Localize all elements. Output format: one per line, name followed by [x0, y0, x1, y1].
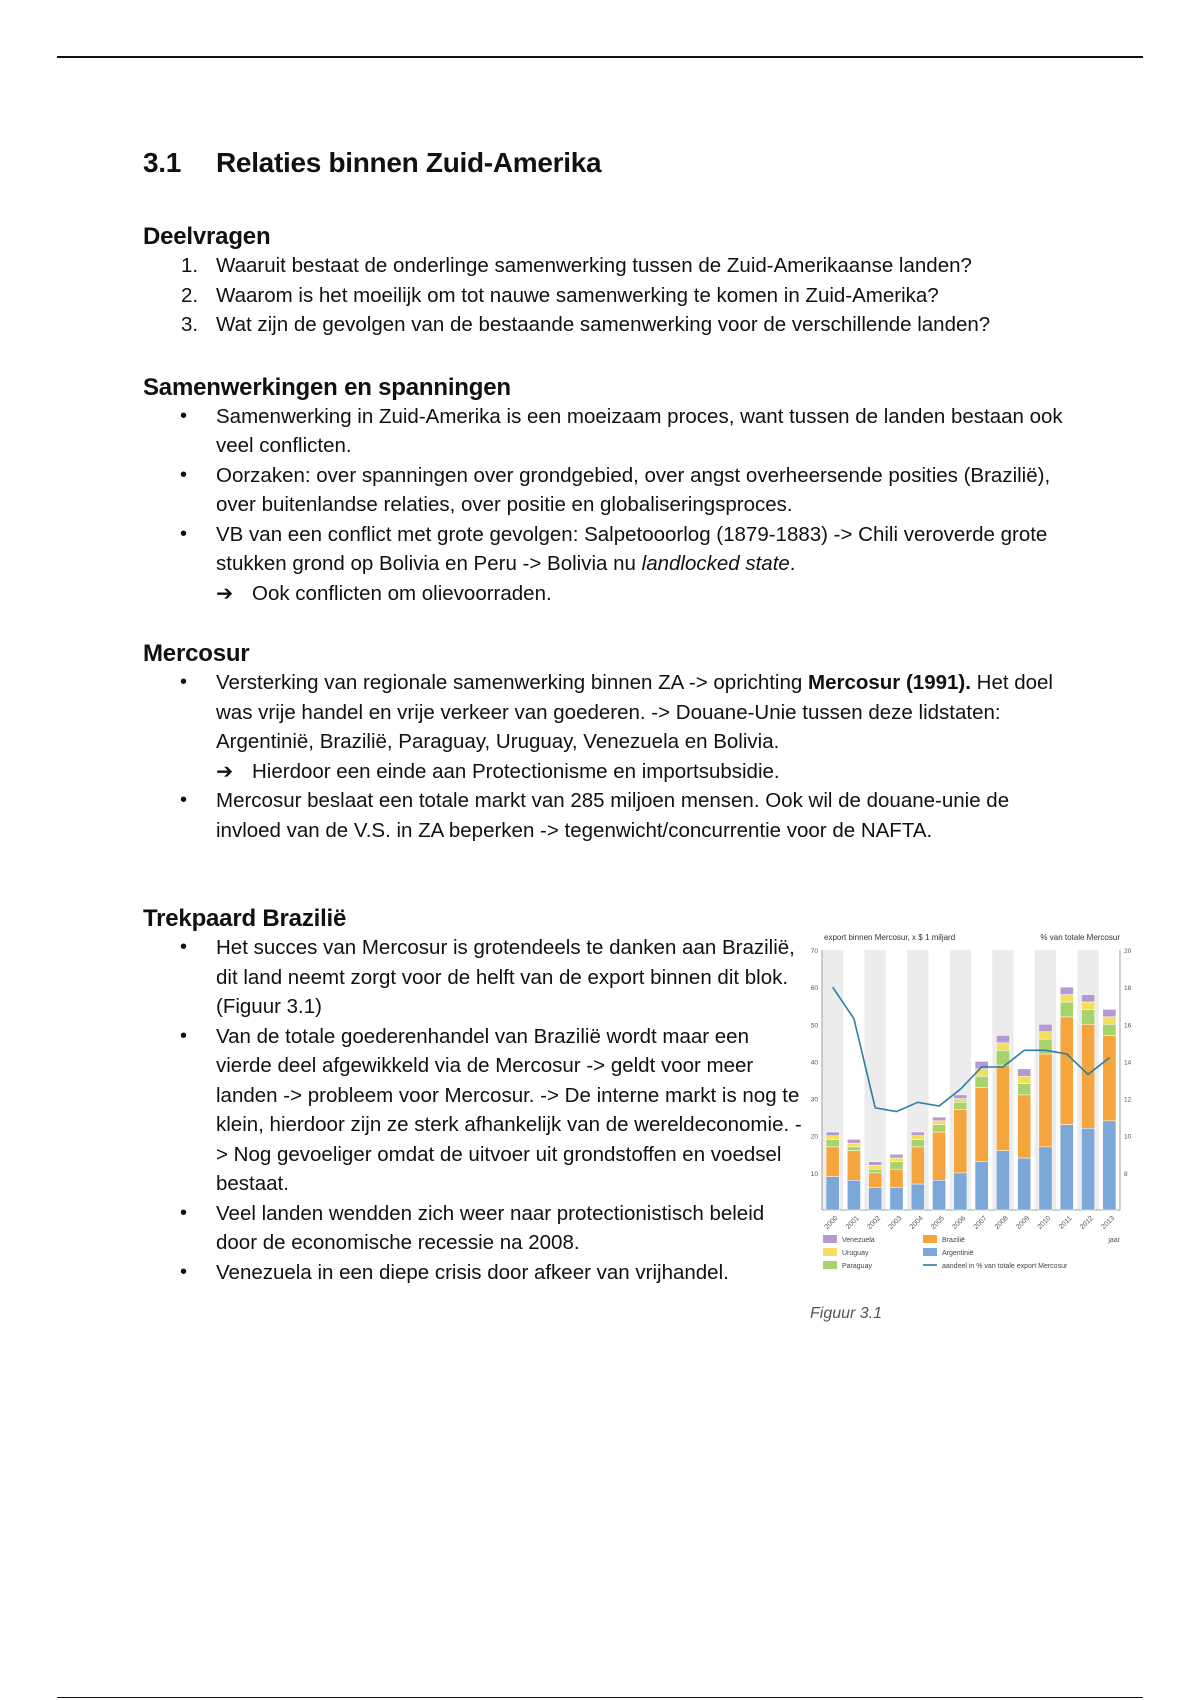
export-chart [805, 930, 1140, 1325]
bar-Argentinië [869, 1188, 882, 1210]
bar-Venezuela [1060, 987, 1073, 994]
bar-Uruguay [932, 1121, 945, 1125]
x-tick-label: 2009 [1015, 1214, 1032, 1231]
chart-svg [805, 930, 1140, 1305]
x-tick-label: 2011 [1057, 1215, 1074, 1231]
bar-Uruguay [1103, 1017, 1116, 1024]
bar-Brazilië [932, 1132, 945, 1180]
x-tick-label: 2012 [1079, 1214, 1095, 1231]
x-tick-label: 2008 [993, 1214, 1010, 1231]
y-tick-label: 60 [810, 985, 818, 993]
bar-Uruguay [954, 1099, 967, 1103]
y-tick-label: 20 [810, 1133, 818, 1141]
x-tick-label: 2002 [866, 1214, 883, 1231]
bar-Venezuela [911, 1132, 924, 1136]
bar-Brazilië [1018, 1095, 1031, 1158]
bar-Brazilië [1081, 1024, 1094, 1128]
list-item: • Mercosur beslaat een totale markt van 285 miljoen mensen. Ook wil de douane-unie de invloed van de V.S. in ZA beperken -> tegenwicht/concurrentie voor de NAFTA. [143, 786, 1063, 845]
legend-swatch [923, 1248, 937, 1256]
bar-Argentinië [1018, 1158, 1031, 1210]
x-tick-label: 2001 [844, 1214, 861, 1231]
y2-tick-label: 20 [1124, 948, 1132, 955]
bar-Venezuela [847, 1139, 860, 1143]
x-tick-label: 2007 [972, 1214, 989, 1231]
arrow-right-icon: ➔ [216, 581, 234, 605]
bar-Brazilië [826, 1147, 839, 1177]
bar-Brazilië [1103, 1035, 1116, 1120]
bar-Paraguay [847, 1147, 860, 1151]
chart-title-right: % van totale Mercosur [1040, 933, 1120, 942]
legend-swatch [823, 1235, 837, 1243]
bar-Paraguay [826, 1139, 839, 1146]
bar-Argentinië [975, 1162, 988, 1210]
bar-Argentinië [1103, 1121, 1116, 1210]
list-item: 2. Waarom is het moeilijk om tot nauwe samenwerking te komen in Zuid-Amerika? [181, 283, 939, 307]
arrow-note: ➔ Ook conflicten om olievoorraden. [143, 579, 1063, 609]
legend-label: aandeel in % van totale export Mercosur [942, 1263, 1068, 1270]
bar-Brazilië [975, 1087, 988, 1161]
bar-Uruguay [911, 1136, 924, 1140]
list-item: • Oorzaken: over spanningen over grondgebied, over angst overheersende posities (Brazilië), over buitenlandse relaties, over positie en globaliseringsproces. [143, 461, 1063, 520]
bar-Brazilië [847, 1151, 860, 1181]
list-item: • Veel landen wendden zich weer naar protectionistisch beleid door de economische recessie na 2008. [143, 1199, 803, 1258]
bar-Paraguay [890, 1162, 903, 1169]
section-title [143, 147, 1063, 179]
bar-Paraguay [954, 1102, 967, 1109]
bar-Argentinië [1060, 1125, 1073, 1210]
bar-Uruguay [890, 1158, 903, 1162]
x-tick-label: 2003 [887, 1214, 904, 1231]
bar-Venezuela [1103, 1009, 1116, 1016]
list-item: • Venezuela in een diepe crisis door afkeer van vrijhandel. [143, 1258, 803, 1288]
deelvragen-list [143, 251, 1063, 340]
bar-Venezuela [954, 1095, 967, 1099]
arrow-note: ➔ Hierdoor een einde aan Protectionisme en importsubsidie. [143, 757, 1063, 787]
bar-Uruguay [847, 1143, 860, 1147]
chart-title-left: export binnen Mercosur, x $ 1 miljard [824, 933, 956, 942]
bar-Argentinië [996, 1151, 1009, 1210]
bar-Paraguay [1103, 1024, 1116, 1035]
bar-Paraguay [1018, 1084, 1031, 1095]
bar-Paraguay [1060, 1002, 1073, 1017]
bar-Argentinië [847, 1180, 860, 1210]
bar-Brazilië [869, 1173, 882, 1188]
x-tick-label: 2013 [1100, 1214, 1117, 1231]
section-title-text: Relaties binnen Zuid-Amerika [216, 147, 602, 178]
bar-Uruguay [1060, 995, 1073, 1002]
bar-Venezuela [1081, 995, 1094, 1002]
trekpaard-list [143, 933, 803, 1287]
x-tick-label: 2004 [908, 1214, 925, 1231]
bar-Brazilië [1060, 1017, 1073, 1125]
list-item: • VB van een conflict met grote gevolgen: Salpetooorlog (1879-1883) -> Chili veroverde grote stukken grond op Bolivia en Peru -> Bolivia nu landlocked state. [143, 520, 1063, 579]
bar-Venezuela [869, 1162, 882, 1166]
bar-Venezuela [932, 1117, 945, 1121]
y2-tick-label: 10 [1124, 1133, 1132, 1141]
bar-Brazilië [954, 1110, 967, 1173]
legend-label: Venezuela [842, 1237, 875, 1244]
bar-Brazilië [911, 1147, 924, 1184]
bar-Argentinië [1039, 1147, 1052, 1210]
bar-Paraguay [932, 1125, 945, 1132]
bar-Argentinië [954, 1173, 967, 1210]
samenwerkingen-heading: Samenwerkingen en spanningen [143, 373, 511, 401]
bar-Brazilië [1039, 1054, 1052, 1147]
y2-tick-label: 8 [1124, 1170, 1128, 1178]
list-item: 3. Wat zijn de gevolgen van de bestaande samenwerking voor de verschillende landen? [181, 313, 991, 336]
x-tick-label: 2006 [951, 1214, 968, 1231]
y-tick-label: 40 [810, 1059, 818, 1067]
y-tick-label: 50 [810, 1022, 818, 1030]
bar-Uruguay [1039, 1032, 1052, 1039]
x-axis-label: jaar [1108, 1237, 1120, 1244]
bar-Argentinië [932, 1180, 945, 1210]
deelvragen-heading: Deelvragen [143, 223, 271, 250]
bar-Argentinië [890, 1188, 903, 1210]
y2-tick-label: 16 [1124, 1022, 1132, 1030]
trekpaard-heading: Trekpaard Brazilië [143, 905, 347, 932]
bar-Venezuela [890, 1154, 903, 1158]
bar-Venezuela [1018, 1069, 1031, 1076]
bar-Venezuela [996, 1035, 1009, 1042]
list-item: 1. Waaruit bestaat de onderlinge samenwerking tussen de Zuid-Amerikaanse landen? [181, 254, 972, 277]
legend-swatch [823, 1261, 837, 1269]
footer-rule [57, 1697, 1143, 1698]
figure-caption: Figuur 3.1 [810, 1305, 883, 1322]
bar-Brazilië [996, 1065, 1009, 1150]
section-number: 3.1 [143, 147, 182, 178]
bar-Uruguay [869, 1165, 882, 1169]
list-item: • Van de totale goederenhandel van Brazilië wordt maar een vierde deel afgewikkeld via de Mercosur -> geldt voor meer landen -> probleem voor Mercosur. -> De interne markt is nog te klein, hierdoor zijn ze sterk afhankelijk van de wereldeconomie. -> Nog gevoeliger omdat de uitvoer uit grondstoffen en voedsel bestaat. [143, 1022, 803, 1199]
legend-label: Argentinië [942, 1250, 974, 1257]
bar-Paraguay [1081, 1009, 1094, 1024]
x-tick-label: 2010 [1036, 1214, 1053, 1231]
arrow-right-icon: ➔ [216, 759, 234, 783]
bar-Uruguay [1018, 1076, 1031, 1083]
bar-Venezuela [1039, 1024, 1052, 1031]
bar-Argentinië [911, 1184, 924, 1210]
y-tick-label: 70 [810, 948, 818, 955]
legend-label: Brazilië [942, 1237, 965, 1244]
y2-tick-label: 14 [1124, 1059, 1132, 1067]
y2-tick-label: 18 [1124, 985, 1132, 993]
mercosur-list-2 [143, 786, 1063, 845]
x-tick-label: 2005 [930, 1214, 946, 1231]
legend-swatch [923, 1235, 937, 1243]
bar-Uruguay [826, 1136, 839, 1140]
list-item: • Het succes van Mercosur is grotendeels te danken aan Brazilië, dit land neemt zorgt voor de helft van de export binnen dit blok. (Figuur 3.1) [143, 933, 803, 1022]
bar-Argentinië [1081, 1128, 1094, 1210]
bar-Argentinië [826, 1177, 839, 1210]
bar-Venezuela [826, 1132, 839, 1136]
samenwerkingen-list [143, 402, 1063, 579]
y-tick-label: 10 [810, 1170, 818, 1178]
bar-Paraguay [975, 1076, 988, 1087]
bar-Paraguay [869, 1169, 882, 1173]
bar-Brazilië [890, 1169, 903, 1188]
y2-tick-label: 12 [1124, 1096, 1132, 1104]
bar-Uruguay [1081, 1002, 1094, 1009]
mercosur-list [143, 668, 1063, 757]
legend-swatch [823, 1248, 837, 1256]
legend-label: Paraguay [842, 1263, 872, 1270]
header-rule [57, 56, 1143, 58]
list-item: • Samenwerking in Zuid-Amerika is een moeizaam proces, want tussen de landen bestaan ook veel conflicten. [143, 402, 1063, 461]
legend-label: Uruguay [842, 1250, 869, 1257]
bar-Uruguay [996, 1043, 1009, 1050]
x-tick-label: 2000 [823, 1214, 840, 1231]
y-tick-label: 30 [810, 1096, 818, 1104]
bar-Paraguay [911, 1139, 924, 1146]
list-item: • Versterking van regionale samenwerking binnen ZA -> oprichting Mercosur (1991). Het doel was vrije handel en vrije verkeer van goederen. -> Douane-Unie tussen deze lidstaten: Argentinië, Brazilië, Paraguay, Uruguay, Venezuela en Bolivia. [143, 668, 1063, 757]
mercosur-heading: Mercosur [143, 640, 250, 667]
